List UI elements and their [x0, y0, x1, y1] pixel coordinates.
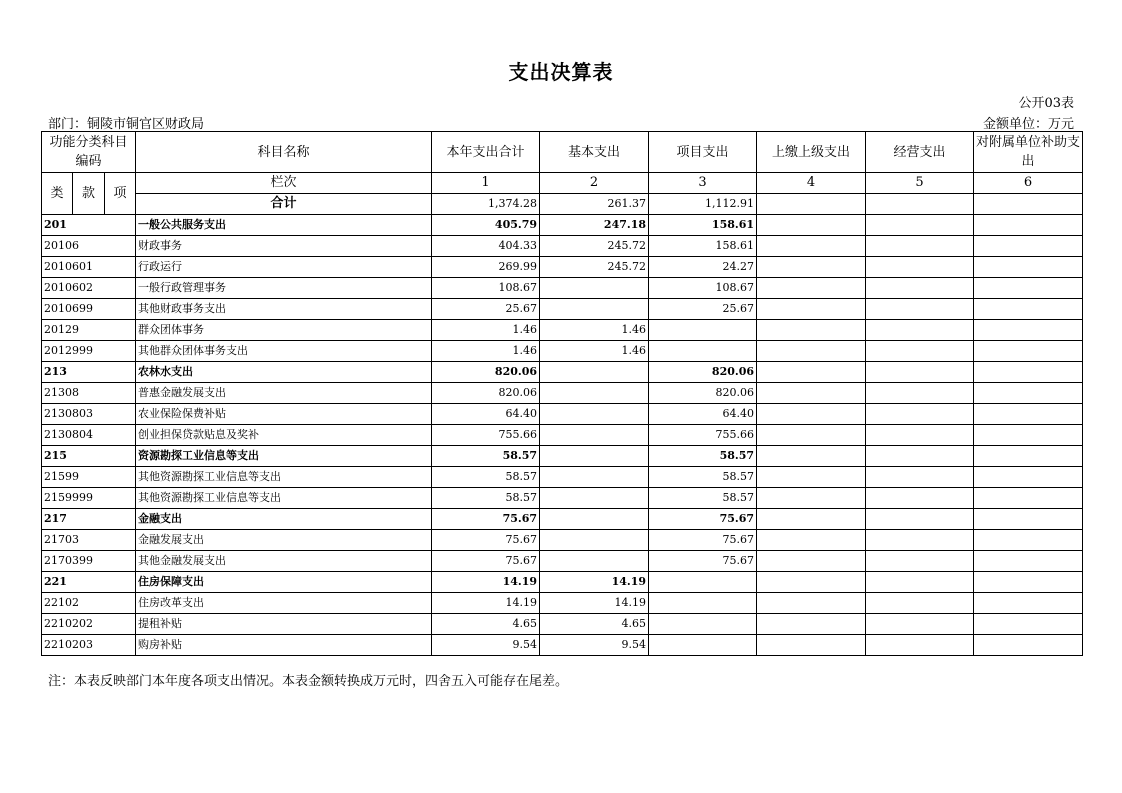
project-cell: 75.67: [649, 551, 757, 572]
code-cell: 20106: [42, 236, 136, 257]
total-cell: 108.67: [432, 278, 540, 299]
subsidiary-cell: [974, 194, 1083, 215]
header-kuan: 款: [73, 173, 105, 215]
code-cell: 2130804: [42, 425, 136, 446]
project-cell: 820.06: [649, 362, 757, 383]
total-row: [42, 194, 1083, 215]
project-cell: [649, 593, 757, 614]
code-cell: 21703: [42, 530, 136, 551]
code-cell: 2130803: [42, 404, 136, 425]
project-cell: 58.57: [649, 446, 757, 467]
upper-cell: [757, 635, 866, 656]
upper-cell: [757, 572, 866, 593]
basic-cell: [540, 509, 649, 530]
name-cell: 其他群众团体事务支出: [136, 341, 432, 362]
col-index-2: 2: [540, 173, 649, 194]
business-cell: [866, 383, 974, 404]
name-cell: 一般行政管理事务: [136, 278, 432, 299]
total-cell: 75.67: [432, 530, 540, 551]
project-cell: 158.61: [649, 236, 757, 257]
project-cell: 108.67: [649, 278, 757, 299]
basic-cell: [540, 362, 649, 383]
total-label: 合计: [136, 194, 432, 215]
subsidiary-cell: [974, 236, 1083, 257]
subsidiary-cell: [974, 362, 1083, 383]
total-cell: 1.46: [432, 341, 540, 362]
code-cell: 2012999: [42, 341, 136, 362]
upper-cell: [757, 362, 866, 383]
name-cell: 其他资源勘探工业信息等支出: [136, 488, 432, 509]
business-cell: [866, 593, 974, 614]
header-lei: 类: [42, 173, 73, 215]
upper-cell: [757, 383, 866, 404]
subsidiary-cell: [974, 635, 1083, 656]
upper-cell: [757, 446, 866, 467]
basic-cell: 1.46: [540, 320, 649, 341]
column-index-row: [42, 173, 1083, 194]
table-row: [42, 635, 1083, 656]
business-cell: [866, 509, 974, 530]
name-cell: 其他金融发展支出: [136, 551, 432, 572]
code-cell: 21308: [42, 383, 136, 404]
form-number: 公开03表: [1018, 96, 1074, 111]
table-row: [42, 236, 1083, 257]
name-cell: 农林水支出: [136, 362, 432, 383]
table-row: [42, 593, 1083, 614]
header-xiang: 项: [105, 173, 136, 215]
page-title: 支出决算表: [508, 60, 614, 84]
footnote: 注：本表反映部门本年度各项支出情况。本表金额转换成万元时，四舍五入可能存在尾差。: [48, 674, 569, 689]
table-row: [42, 299, 1083, 320]
upper-cell: [757, 194, 866, 215]
header-lanci: 栏次: [136, 173, 432, 194]
basic-cell: 247.18: [540, 215, 649, 236]
project-cell: [649, 341, 757, 362]
code-cell: 22102: [42, 593, 136, 614]
project-cell: 1,112.91: [649, 194, 757, 215]
business-cell: [866, 635, 974, 656]
name-cell: 住房保障支出: [136, 572, 432, 593]
total-cell: 820.06: [432, 362, 540, 383]
subsidiary-cell: [974, 572, 1083, 593]
col-index-1: 1: [432, 173, 540, 194]
basic-cell: 245.72: [540, 257, 649, 278]
upper-cell: [757, 425, 866, 446]
project-cell: 25.67: [649, 299, 757, 320]
upper-cell: [757, 593, 866, 614]
project-cell: 158.61: [649, 215, 757, 236]
code-cell: 2170399: [42, 551, 136, 572]
code-cell: 201: [42, 215, 136, 236]
business-cell: [866, 278, 974, 299]
name-cell: 创业担保贷款贴息及奖补: [136, 425, 432, 446]
name-cell: 购房补贴: [136, 635, 432, 656]
col-index-3: 3: [649, 173, 757, 194]
total-cell: 4.65: [432, 614, 540, 635]
project-cell: [649, 572, 757, 593]
total-cell: 58.57: [432, 446, 540, 467]
basic-cell: [540, 404, 649, 425]
table-row: [42, 614, 1083, 635]
code-cell: 221: [42, 572, 136, 593]
total-cell: 14.19: [432, 593, 540, 614]
table-row: [42, 572, 1083, 593]
table-row: [42, 467, 1083, 488]
basic-cell: [540, 446, 649, 467]
business-cell: [866, 341, 974, 362]
total-cell: 1.46: [432, 320, 540, 341]
project-cell: 24.27: [649, 257, 757, 278]
code-cell: 21599: [42, 467, 136, 488]
code-cell: 2010601: [42, 257, 136, 278]
upper-cell: [757, 236, 866, 257]
name-cell: 住房改革支出: [136, 593, 432, 614]
table-row: [42, 215, 1083, 236]
project-cell: [649, 614, 757, 635]
business-cell: [866, 572, 974, 593]
basic-cell: [540, 299, 649, 320]
upper-cell: [757, 551, 866, 572]
project-cell: 58.57: [649, 467, 757, 488]
table-row: [42, 383, 1083, 404]
business-cell: [866, 236, 974, 257]
subsidiary-cell: [974, 509, 1083, 530]
project-cell: [649, 635, 757, 656]
upper-cell: [757, 488, 866, 509]
name-cell: 提租补贴: [136, 614, 432, 635]
business-cell: [866, 362, 974, 383]
project-cell: 75.67: [649, 530, 757, 551]
col-index-6: 6: [974, 173, 1083, 194]
business-cell: [866, 551, 974, 572]
department-label: 部门：铜陵市铜官区财政局: [48, 117, 205, 132]
header-subsidiary: 对附属单位补助支出: [974, 132, 1083, 173]
business-cell: [866, 194, 974, 215]
table-row: [42, 509, 1083, 530]
table-row: [42, 362, 1083, 383]
name-cell: 财政事务: [136, 236, 432, 257]
total-cell: 75.67: [432, 509, 540, 530]
upper-cell: [757, 509, 866, 530]
basic-cell: [540, 551, 649, 572]
header-row: [42, 132, 1083, 173]
basic-cell: 1.46: [540, 341, 649, 362]
upper-cell: [757, 467, 866, 488]
project-cell: 58.57: [649, 488, 757, 509]
upper-cell: [757, 320, 866, 341]
business-cell: [866, 446, 974, 467]
subsidiary-cell: [974, 299, 1083, 320]
project-cell: 820.06: [649, 383, 757, 404]
name-cell: 资源勘探工业信息等支出: [136, 446, 432, 467]
business-cell: [866, 488, 974, 509]
name-cell: 普惠金融发展支出: [136, 383, 432, 404]
subsidiary-cell: [974, 383, 1083, 404]
table-row: [42, 425, 1083, 446]
header-business: 经营支出: [866, 132, 974, 173]
header-name: 科目名称: [136, 132, 432, 173]
table-row: [42, 551, 1083, 572]
table-row: [42, 530, 1083, 551]
basic-cell: [540, 530, 649, 551]
total-cell: 405.79: [432, 215, 540, 236]
code-cell: 2010602: [42, 278, 136, 299]
subsidiary-cell: [974, 446, 1083, 467]
name-cell: 其他财政事务支出: [136, 299, 432, 320]
business-cell: [866, 320, 974, 341]
basic-cell: [540, 383, 649, 404]
subsidiary-cell: [974, 614, 1083, 635]
subsidiary-cell: [974, 341, 1083, 362]
code-cell: 2010699: [42, 299, 136, 320]
business-cell: [866, 257, 974, 278]
upper-cell: [757, 278, 866, 299]
total-cell: 9.54: [432, 635, 540, 656]
name-cell: 行政运行: [136, 257, 432, 278]
expenditure-table: [41, 131, 1083, 656]
upper-cell: [757, 530, 866, 551]
col-index-5: 5: [866, 173, 974, 194]
code-cell: 2210202: [42, 614, 136, 635]
business-cell: [866, 467, 974, 488]
code-cell: 217: [42, 509, 136, 530]
name-cell: 农业保险保费补贴: [136, 404, 432, 425]
total-cell: 404.33: [432, 236, 540, 257]
basic-cell: [540, 278, 649, 299]
name-cell: 一般公共服务支出: [136, 215, 432, 236]
header-total: 本年支出合计: [432, 132, 540, 173]
subsidiary-cell: [974, 278, 1083, 299]
code-cell: 2159999: [42, 488, 136, 509]
code-cell: 215: [42, 446, 136, 467]
basic-cell: 261.37: [540, 194, 649, 215]
subsidiary-cell: [974, 215, 1083, 236]
subsidiary-cell: [974, 257, 1083, 278]
amount-unit-label: 金额单位：万元: [982, 117, 1074, 132]
subsidiary-cell: [974, 467, 1083, 488]
total-cell: 14.19: [432, 572, 540, 593]
subsidiary-cell: [974, 320, 1083, 341]
header-func-code: 功能分类科目编码: [42, 132, 136, 173]
table-row: [42, 488, 1083, 509]
header-project: 项目支出: [649, 132, 757, 173]
table-row: [42, 446, 1083, 467]
upper-cell: [757, 257, 866, 278]
total-cell: 75.67: [432, 551, 540, 572]
table-row: [42, 320, 1083, 341]
code-cell: 2210203: [42, 635, 136, 656]
total-cell: 25.67: [432, 299, 540, 320]
name-cell: 金融支出: [136, 509, 432, 530]
business-cell: [866, 404, 974, 425]
basic-cell: 4.65: [540, 614, 649, 635]
subsidiary-cell: [974, 488, 1083, 509]
header-upper: 上缴上级支出: [757, 132, 866, 173]
header-basic: 基本支出: [540, 132, 649, 173]
subsidiary-cell: [974, 425, 1083, 446]
basic-cell: [540, 488, 649, 509]
subsidiary-cell: [974, 551, 1083, 572]
col-index-4: 4: [757, 173, 866, 194]
upper-cell: [757, 341, 866, 362]
table-row: [42, 257, 1083, 278]
subsidiary-cell: [974, 404, 1083, 425]
business-cell: [866, 215, 974, 236]
basic-cell: 14.19: [540, 593, 649, 614]
project-cell: [649, 320, 757, 341]
total-cell: 820.06: [432, 383, 540, 404]
code-cell: 20129: [42, 320, 136, 341]
table-row: [42, 404, 1083, 425]
subsidiary-cell: [974, 530, 1083, 551]
code-cell: 213: [42, 362, 136, 383]
table-row: [42, 278, 1083, 299]
name-cell: 金融发展支出: [136, 530, 432, 551]
name-cell: 群众团体事务: [136, 320, 432, 341]
upper-cell: [757, 404, 866, 425]
total-cell: 58.57: [432, 467, 540, 488]
total-cell: 269.99: [432, 257, 540, 278]
basic-cell: [540, 425, 649, 446]
project-cell: 755.66: [649, 425, 757, 446]
basic-cell: 9.54: [540, 635, 649, 656]
project-cell: 64.40: [649, 404, 757, 425]
total-cell: 1,374.28: [432, 194, 540, 215]
upper-cell: [757, 215, 866, 236]
upper-cell: [757, 614, 866, 635]
business-cell: [866, 299, 974, 320]
total-cell: 755.66: [432, 425, 540, 446]
table-row: [42, 341, 1083, 362]
project-cell: 75.67: [649, 509, 757, 530]
business-cell: [866, 614, 974, 635]
total-cell: 64.40: [432, 404, 540, 425]
basic-cell: [540, 467, 649, 488]
subsidiary-cell: [974, 593, 1083, 614]
basic-cell: 14.19: [540, 572, 649, 593]
business-cell: [866, 425, 974, 446]
total-cell: 58.57: [432, 488, 540, 509]
upper-cell: [757, 299, 866, 320]
business-cell: [866, 530, 974, 551]
name-cell: 其他资源勘探工业信息等支出: [136, 467, 432, 488]
basic-cell: 245.72: [540, 236, 649, 257]
